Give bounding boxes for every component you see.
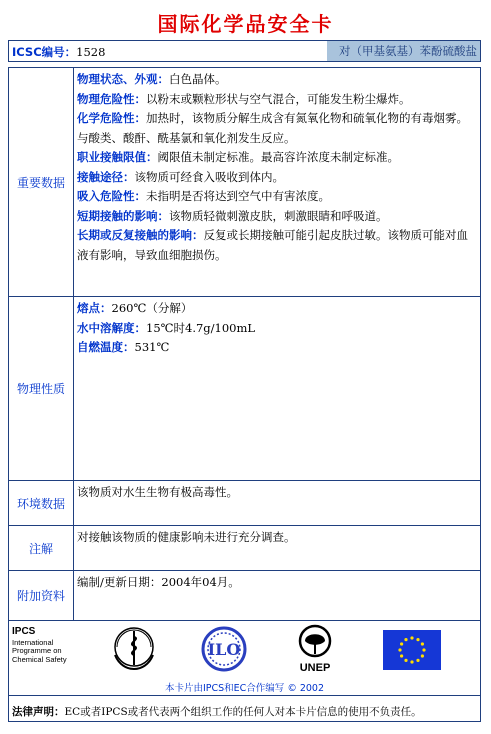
list-item: 熔点：260℃（分解） — [77, 301, 193, 315]
list-item: 吸入危险性：未指明是否将达到空气中有害浓度。 — [77, 189, 330, 203]
list-item: 化学危险性：加热时，该物质分解生成含有氮氧化物和硫氧化物的有毒烟雾。与酸类、酸酐、酰基氯和氧化剂发生反应。 — [77, 111, 468, 145]
legal-label: 法律声明： — [12, 706, 65, 718]
unep-logo-icon — [291, 624, 339, 664]
chemical-name: 对（甲基氨基）苯酚硫酸盐 — [327, 41, 480, 61]
legal-text: EC或者IPCS或者代表两个组织工作的任何人对本卡片信息的使用不负责任。 — [64, 706, 422, 718]
svg-text:ILO: ILO — [207, 640, 241, 659]
card-header — [8, 40, 481, 62]
section-label-important: 重要数据 — [9, 68, 74, 297]
physical-properties-list — [74, 297, 480, 360]
ipcs-title: IPCS — [12, 626, 36, 637]
icsc-label: ICSC编号： — [12, 45, 77, 59]
list-item: 接触途径：该物质可经食入吸收到体内。 — [77, 169, 284, 184]
unep-label: UNEP — [299, 662, 331, 674]
list-item: 水中溶解度：15℃时4.7g/100mL — [77, 320, 256, 335]
ipcs-block: IPCS International Programme on Chemical Safety — [12, 626, 67, 664]
card-table — [8, 67, 481, 621]
list-item: 物理状态、外观：白色晶体。 — [77, 72, 227, 86]
legal-notice — [8, 696, 481, 722]
additional-row — [9, 571, 481, 621]
list-item: 短期接触的影响：该物质轻微刺激皮肤，刺激眼睛和呼吸道。 — [77, 208, 388, 223]
notes-row — [9, 526, 481, 571]
credit-line: 本卡片由IPCS和EC合作编写 © 2002 — [164, 683, 325, 694]
important-data-row — [9, 68, 481, 297]
list-item: 职业接触限值：阈限值未制定标准。最高容许浓度未制定标准。 — [77, 150, 399, 164]
notes-text: 对接触该物质的健康影响未进行充分调查。 — [77, 530, 296, 544]
who-logo-icon — [109, 625, 159, 673]
section-label-additional: 附加资料 — [9, 571, 74, 621]
section-label-notes: 注解 — [9, 526, 74, 571]
footer-logos — [8, 620, 481, 696]
list-item: 长期或反复接触的影响：反复或长期接触可能引起皮肤过敏。该物质可能对血液有影响，导致血细胞损伤。 — [77, 228, 468, 262]
icsc-number: 1528 — [76, 45, 106, 59]
section-label-environment: 环境数据 — [9, 481, 74, 526]
icsc-id — [12, 44, 105, 60]
environment-text: 该物质对水生生物有极高毒性。 — [77, 485, 238, 499]
list-item: 自燃温度：531℃ — [77, 340, 170, 354]
ilo-logo-icon — [199, 625, 249, 673]
important-data-list — [74, 68, 480, 267]
additional-text: 编制/更新日期：2004年04月。 — [77, 575, 240, 589]
physical-properties-row — [9, 297, 481, 481]
section-label-physical: 物理性质 — [9, 297, 74, 481]
environment-row — [9, 481, 481, 526]
list-item: 物理危险性：以粉末或颗粒形状与空气混合，可能发生粉尘爆炸。 — [77, 91, 411, 106]
card-title: 国际化学品安全卡 — [157, 12, 334, 36]
eu-flag-icon — [383, 630, 441, 670]
